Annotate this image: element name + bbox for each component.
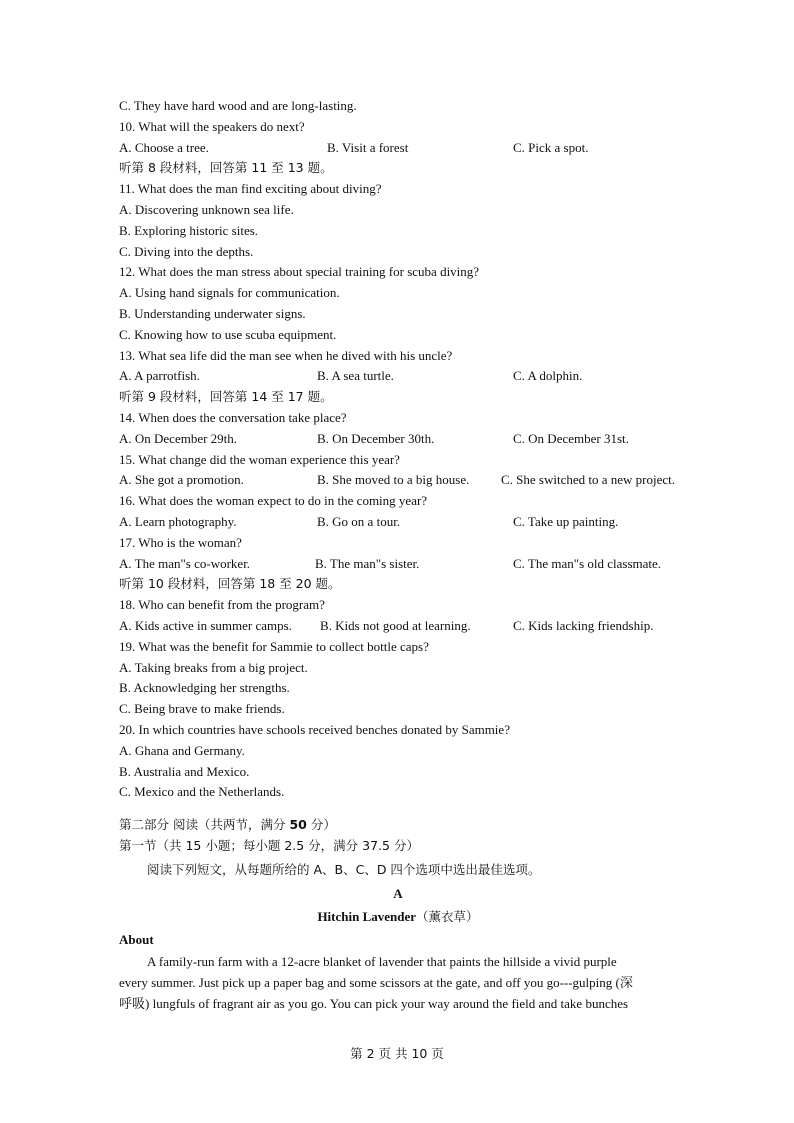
q14-options bbox=[119, 429, 677, 450]
q10-options bbox=[119, 138, 677, 159]
section-9-heading: 听第 9 段材料，回答第 14 至 17 题。 bbox=[119, 389, 333, 405]
q17-options bbox=[119, 554, 677, 575]
q18-question: 18. Who can benefit from the program? bbox=[119, 597, 325, 613]
q10-question: 10. What will the speakers do next? bbox=[119, 118, 305, 134]
section-8-heading: 听第 8 段材料，回答第 11 至 13 题。 bbox=[119, 160, 333, 176]
q20-option-c: C. Mexico and the Netherlands. bbox=[119, 784, 285, 800]
passage-letter: A bbox=[393, 885, 403, 901]
passage-line-3: 呼吸) lungfuls of fragrant air as you go. You can pick your way around the field and take bunches bbox=[119, 995, 629, 1011]
q11-option-b: B. Exploring historic sites. bbox=[119, 222, 259, 238]
part-2-score: 50 bbox=[289, 817, 307, 833]
q15-option-c: C. She switched to a new project. bbox=[501, 472, 676, 488]
q20-question: 20. In which countries have schools received benches donated by Sammie? bbox=[119, 721, 510, 737]
q13-option-c: C. A dolphin. bbox=[513, 368, 583, 384]
reading-instruction: 阅读下列短文，从每题所给的 A、B、C、D 四个选项中选出最佳选项。 bbox=[147, 861, 541, 877]
passage-title bbox=[119, 905, 677, 929]
q10-option-b: B. Visit a forest bbox=[327, 139, 409, 155]
q9-option-c: C. They have hard wood and are long-lasting. bbox=[119, 98, 357, 113]
q15-options bbox=[119, 470, 677, 491]
q13-options bbox=[119, 366, 677, 387]
q13-option-a: A. A parrotfish. bbox=[119, 368, 200, 384]
q17-option-a: A. The man"s co-worker. bbox=[119, 555, 251, 571]
q18-option-b: B. Kids not good at learning. bbox=[320, 617, 471, 633]
section-10-heading: 听第 10 段材料，回答第 18 至 20 题。 bbox=[119, 576, 341, 592]
q15-option-a: A. She got a promotion. bbox=[119, 472, 244, 488]
passage-title-cn: （薰衣草） bbox=[416, 908, 479, 924]
q19-question: 19. What was the benefit for Sammie to collect bottle caps? bbox=[119, 638, 429, 654]
q15-option-b: B. She moved to a big house. bbox=[317, 472, 470, 488]
q15-question: 15. What change did the woman experience this year? bbox=[119, 451, 400, 467]
q13-option-b: B. A sea turtle. bbox=[317, 368, 394, 384]
q16-question: 16. What does the woman expect to do in the coming year? bbox=[119, 493, 428, 509]
q11-question: 11. What does the man find exciting about diving? bbox=[119, 181, 382, 197]
passage-line-2: every summer. Just pick up a paper bag and some scissors at the gate, and off you go---gulping (深 bbox=[119, 974, 633, 990]
q18-option-a: A. Kids active in summer camps. bbox=[119, 617, 292, 633]
q17-option-b: B. The man"s sister. bbox=[315, 555, 420, 571]
passage-heading: About bbox=[119, 931, 154, 947]
q10-option-a: A. Choose a tree. bbox=[119, 139, 209, 155]
q17-option-c: C. The man"s old classmate. bbox=[513, 555, 662, 571]
passage-line-1: A family-run farm with a 12-acre blanket of lavender that paints the hillside a vivid purple bbox=[147, 953, 617, 969]
q16-option-a: A. Learn photography. bbox=[119, 513, 237, 529]
q12-option-c: C. Knowing how to use scuba equipment. bbox=[119, 326, 337, 342]
q13-question: 13. What sea life did the man see when he dived with his uncle? bbox=[119, 347, 453, 363]
q16-option-c: C. Take up painting. bbox=[513, 513, 619, 529]
q10-option-c: C. Pick a spot. bbox=[513, 139, 589, 155]
q14-option-b: B. On December 30th. bbox=[317, 430, 435, 446]
q12-question: 12. What does the man stress about special training for scuba diving? bbox=[119, 264, 480, 280]
q14-question: 14. When does the conversation take place? bbox=[119, 409, 347, 425]
q11-option-c: C. Diving into the depths. bbox=[119, 243, 254, 259]
section-1-title: 第一节（共 15 小题；每小题 2.5 分，满分 37.5 分） bbox=[119, 837, 419, 853]
q19-option-c: C. Being brave to make friends. bbox=[119, 701, 285, 717]
q11-option-a: A. Discovering unknown sea life. bbox=[119, 201, 294, 217]
q18-options bbox=[119, 616, 677, 637]
passage-paragraph bbox=[119, 951, 677, 1014]
page-content bbox=[119, 96, 677, 1014]
passage-title-en: Hitchin Lavender bbox=[317, 908, 417, 924]
q14-option-a: A. On December 29th. bbox=[119, 430, 238, 446]
q16-options bbox=[119, 512, 677, 533]
q12-option-b: B. Understanding underwater signs. bbox=[119, 305, 306, 321]
q14-option-c: C. On December 31st. bbox=[513, 430, 629, 446]
q17-question: 17. Who is the woman? bbox=[119, 534, 242, 550]
q16-option-b: B. Go on a tour. bbox=[317, 513, 401, 529]
q18-option-c: C. Kids lacking friendship. bbox=[513, 617, 654, 633]
q19-option-a: A. Taking breaks from a big project. bbox=[119, 659, 308, 675]
q12-option-a: A. Using hand signals for communication. bbox=[119, 285, 340, 301]
part-2-title: 第二部分 阅读（共两节，满分 50 分） bbox=[119, 817, 336, 833]
page-footer: 第 2 页 共 10 页 bbox=[350, 1046, 444, 1061]
q20-option-b: B. Australia and Mexico. bbox=[119, 763, 250, 779]
q19-option-b: B. Acknowledging her strengths. bbox=[119, 680, 290, 696]
q20-option-a: A. Ghana and Germany. bbox=[119, 742, 245, 758]
